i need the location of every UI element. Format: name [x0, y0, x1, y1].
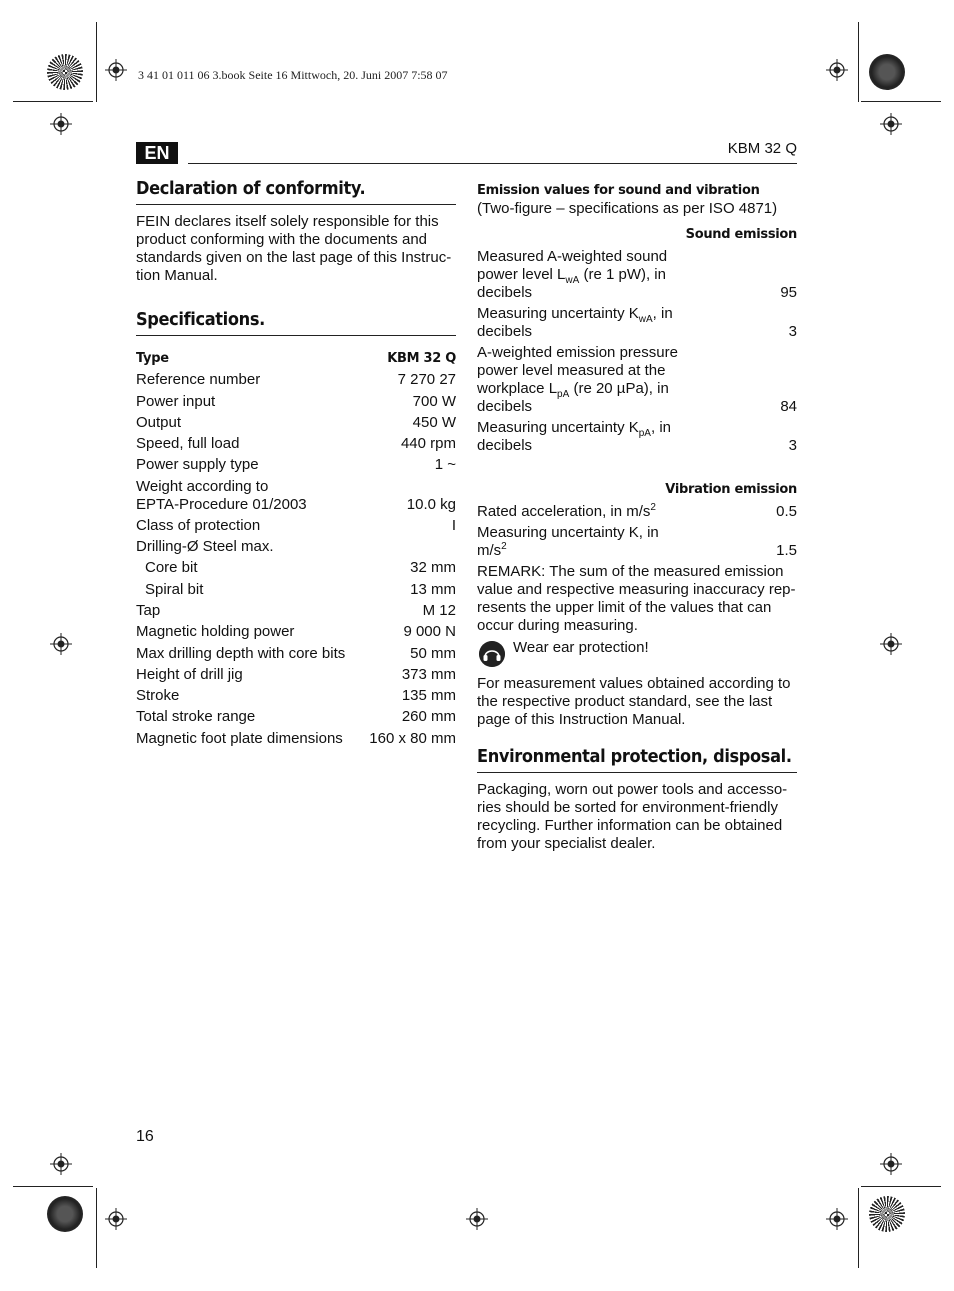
spec-label: Height of drill jig: [136, 665, 243, 683]
section-rule: [136, 335, 456, 336]
spec-row: [136, 664, 456, 685]
spec-value: 13 mm: [410, 580, 456, 598]
spec-row: [136, 706, 456, 727]
text-line: resents the upper limit of the values that can: [477, 599, 772, 616]
emission-value: 0.5: [776, 503, 797, 520]
spec-label: Spiral bit: [145, 580, 204, 598]
measurement-text: [477, 675, 797, 729]
crop-line: [96, 22, 97, 102]
spec-value: 700 W: [412, 392, 456, 410]
registration-mark-icon: [880, 633, 902, 655]
section-rule: [477, 772, 797, 773]
declaration-text: [136, 213, 456, 285]
emission-label: [477, 503, 776, 521]
text-line: Packaging, worn out power tools and accesso-: [477, 781, 788, 798]
spec-label: [136, 478, 407, 514]
spec-value: 373 mm: [401, 665, 456, 683]
text-line: value and respective measuring inaccuracy rep-: [477, 581, 796, 598]
crop-line: [13, 1186, 93, 1187]
spec-row: [136, 412, 456, 433]
color-rosette-icon: [869, 54, 905, 90]
declaration-heading: Declaration of conformity.: [136, 178, 366, 199]
ear-protection-note: [477, 639, 797, 675]
label-line: power level measured at the: [477, 362, 666, 379]
spec-row: [136, 515, 456, 536]
subscript: pA: [557, 389, 570, 400]
spec-weight-row: [136, 478, 456, 514]
text-line: REMARK: The sum of the measured emission: [477, 563, 784, 580]
spec-value: 32 mm: [410, 559, 456, 577]
registration-mark-icon: [466, 1208, 488, 1230]
registration-mark-icon: [826, 1208, 848, 1230]
spec-row: [136, 643, 456, 664]
spec-label: Stroke: [136, 687, 180, 705]
vibration-emission-heading: Vibration emission: [665, 482, 797, 497]
label-line: workplace L: [477, 380, 558, 397]
sound-emission-heading: Sound emission: [685, 227, 797, 242]
spec-row: [136, 621, 456, 642]
spec-value: 9 000 N: [403, 623, 456, 641]
registration-mark-icon: [826, 59, 848, 81]
spec-label-line: Weight according to: [136, 477, 269, 495]
spec-row: [136, 600, 456, 621]
label-line: Measured A-weighted sound: [477, 248, 668, 265]
text-line: page of this Instruction Manual.: [477, 711, 686, 728]
section-rule: [136, 204, 456, 205]
registration-mark-icon: [880, 1153, 902, 1175]
spec-row: [136, 557, 456, 578]
label-line: , in: [650, 419, 671, 436]
emission-label: [477, 305, 789, 341]
spec-value: 160 x 80 mm: [369, 729, 456, 747]
spec-label: Power input: [136, 392, 216, 410]
text-line: tion Manual.: [136, 267, 218, 284]
label-line: decibels: [477, 437, 533, 454]
spec-label: Output: [136, 413, 182, 431]
emission-row: [477, 503, 797, 521]
crop-line: [96, 1188, 97, 1268]
emission-heading: Emission values for sound and vibration: [477, 183, 760, 198]
emission-value: 3: [788, 323, 797, 340]
registration-mark-icon: [50, 1153, 72, 1175]
right-column: [477, 182, 797, 853]
spec-label: Class of protection: [136, 516, 261, 534]
header-rule: [188, 163, 797, 164]
emission-label: [477, 524, 776, 560]
remark-text: [477, 563, 797, 635]
environment-section: [477, 748, 797, 853]
ear-protection-text: Wear ear protection!: [513, 639, 649, 656]
model-header: KBM 32 Q: [727, 140, 797, 157]
spec-label: Reference number: [136, 371, 261, 389]
left-column: [136, 180, 456, 749]
text-line: occur during measuring.: [477, 617, 638, 634]
label-line: , in: [652, 305, 673, 322]
spec-value: 7 270 27: [397, 371, 456, 389]
spec-value: 450 W: [412, 413, 456, 431]
color-rosette-icon: [47, 1196, 83, 1232]
spec-label: Drilling-Ø Steel max.: [136, 538, 274, 556]
spec-row: [136, 433, 456, 454]
text-line: product conforming with the documents and: [136, 231, 427, 248]
spec-row: [136, 369, 456, 390]
label-line: Measuring uncertainty K: [477, 305, 639, 322]
registration-mark-icon: [50, 113, 72, 135]
spec-label: Max drilling depth with core bits: [136, 644, 346, 662]
spec-value: 1 ~: [434, 456, 456, 474]
spec-label: Speed, full load: [136, 435, 240, 453]
spec-value: 440 rpm: [400, 435, 456, 453]
crop-line: [861, 101, 941, 102]
superscript: 2: [650, 502, 656, 513]
emission-label: [477, 344, 780, 416]
registration-mark-icon: [50, 633, 72, 655]
label-line: Measuring uncertainty K: [477, 419, 639, 436]
emission-row: [477, 305, 797, 341]
label-line: decibels: [477, 398, 533, 415]
print-info: 3 41 01 011 06 3.book Seite 16 Mittwoch, 20. Juni 2007 7:58 07: [138, 68, 448, 82]
subscript: wA: [565, 275, 580, 286]
label-line: Rated acceleration, in m/s: [477, 503, 651, 520]
crop-line: [858, 22, 859, 102]
emission-value: 1.5: [776, 542, 797, 559]
label-line: m/s: [477, 542, 502, 559]
spec-type-value: KBM 32 Q: [387, 351, 456, 366]
registration-mark-icon: [105, 1208, 127, 1230]
emission-subheading: (Two-figure – specifications as per ISO 4871): [477, 200, 778, 217]
superscript: 2: [501, 541, 507, 552]
environment-text: [477, 781, 797, 853]
text-line: the respective product standard, see the last: [477, 693, 773, 710]
spec-value: I: [451, 516, 456, 534]
label-line: Measuring uncertainty K, in: [477, 524, 659, 541]
spec-row: [136, 579, 456, 600]
crop-line: [861, 1186, 941, 1187]
emission-value: 95: [780, 284, 797, 301]
text-line: from your specialist dealer.: [477, 835, 656, 852]
emission-row: [477, 419, 797, 455]
label-line: (re 1 pW), in: [579, 266, 666, 283]
emission-label: [477, 419, 789, 455]
spec-label: Tap: [136, 601, 161, 619]
crop-line: [13, 101, 93, 102]
text-line: ries should be sorted for environment-friendly: [477, 799, 778, 816]
label-line: decibels: [477, 323, 533, 340]
emission-value: 84: [780, 398, 797, 415]
spec-label: Total stroke range: [136, 708, 256, 726]
spec-table: [136, 348, 456, 749]
spec-value: 10.0 kg: [406, 495, 456, 513]
spec-row: [136, 685, 456, 706]
spec-value: M 12: [422, 601, 456, 619]
spec-value: 135 mm: [401, 687, 456, 705]
registration-mark-icon: [880, 113, 902, 135]
crop-line: [858, 1188, 859, 1268]
label-line: power level L: [477, 266, 566, 283]
spec-label: Power supply type: [136, 456, 259, 474]
spec-type-row: [136, 348, 456, 369]
label-line: decibels: [477, 284, 533, 301]
language-badge: EN: [136, 142, 178, 164]
spec-label-line: EPTA-Procedure 01/2003: [136, 495, 307, 513]
emission-row: [477, 524, 797, 560]
label-line: A-weighted emission pressure: [477, 344, 678, 361]
sound-emission-table: [477, 248, 797, 455]
spec-value: 260 mm: [401, 708, 456, 726]
spec-label: Magnetic holding power: [136, 623, 295, 641]
spec-value: 50 mm: [410, 644, 456, 662]
subscript: pA: [638, 428, 651, 439]
environment-heading: Environmental protection, disposal.: [477, 746, 792, 767]
emission-label: [477, 248, 780, 302]
declaration-section: [136, 180, 456, 285]
spec-type-label: Type: [136, 351, 169, 366]
emission-row: [477, 248, 797, 302]
ear-protection-icon: [479, 641, 505, 667]
emission-value: 3: [788, 437, 797, 454]
subscript: wA: [638, 314, 653, 325]
label-line: (re 20 µPa), in: [569, 380, 669, 397]
specifications-heading: Specifications.: [136, 309, 265, 330]
specifications-section: [136, 311, 456, 749]
spec-row: [136, 454, 456, 475]
vibration-emission-table: [477, 503, 797, 560]
registration-mark-icon: [105, 59, 127, 81]
text-line: FEIN declares itself solely responsible for this: [136, 213, 439, 230]
spec-row: [136, 536, 456, 557]
spec-label: Core bit: [145, 559, 198, 577]
spec-row: [136, 728, 456, 749]
color-rosette-icon: [47, 54, 83, 90]
text-line: recycling. Further information can be obtained: [477, 817, 783, 834]
spec-label: Magnetic foot plate dimensions: [136, 729, 343, 747]
spec-row: [136, 391, 456, 412]
color-rosette-icon: [869, 1196, 905, 1232]
emission-row: [477, 344, 797, 416]
text-line: standards given on the last page of this Instruc-: [136, 249, 452, 266]
text-line: For measurement values obtained according to: [477, 675, 791, 692]
page-number: 16: [136, 1128, 154, 1145]
